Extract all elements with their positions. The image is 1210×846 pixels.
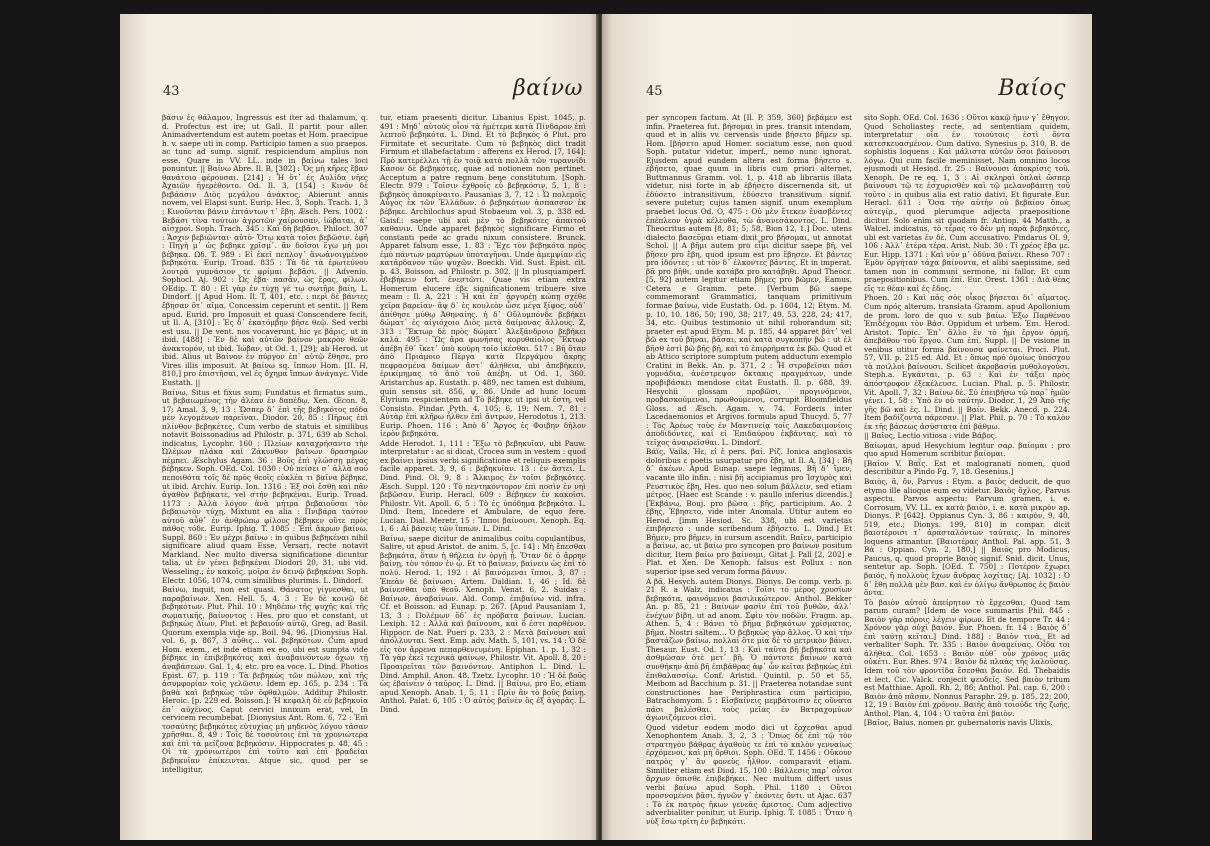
right-page: [602, 14, 1092, 840]
left-page: [120, 14, 598, 840]
left-column-1: [162, 114, 368, 814]
right-col1-para: Βάϊς, Vaila, Ἡε, εἰ ἐ pers. βαί. Ρίζ. Ionica anglosaxis doloribus ε poetis usurpatur pro ἔβη, ut Il. A, [34] : Βῆ δ᾽ ἀκέων. Apud Eunap. saepe legimus, Βῆ δ᾽ ἴμεν, vacante illo infin. : nisi βῆ accipiamus pro Ἰσχυρὸς καὶ Ρευστικὸς ἔβη, Hes. quo neo solum βάλλειν, sed etiam μέτρος. [Haec est Scande : v. paullo inferius dicendis.] [Ἐκβάνω, Bouj. pro βῶσα : βῆς, participium. Αο. 2 ἐβης, Ἐβησετο, vide inter Anomala. Utitur autem eo Herod. [imm Hesiod. Sc. 338, ubi est varietas ἐπιβήσετο : unde scribendum ἐβήσετο. L. Dind.] Et Βῆμεν, pro βῆμεν, in cursum ascendit. Βαῖεν, participio a βαίνω, ac, ut βαίω pro syncopen pro βαίνων positum dicitur, Item βαίω pro βαίνοιμι, Gitat J. Pall [2, 202] e Plat. et Xen. De Xenoph. falsus est Pollux : non superior ipse sed verum forma βάνυν.: [646, 447, 852, 576]
left-col1-para: Βαίνω, Situs et fixus sum; Fundatus et firmatus sum., ut βεβαιωμένος τὴν ἀλέαν ἐν δαπέδῳ, Xen. Œcon. 8, 17; Amal. 3, 9, 13 : Ὥσπερ δ᾽ ἐπὶ τῆς βεβηκότος πόδα μὲν λεγομένων παρεῖναι. Diodor. 20, 85 : Πῆρως ἐπὶ πλίνθον βεβηκέτες. Cum verbo de statuis et similibus notavit Boissonadius ad Philostr. p. 371, 639 ab Schol. indicatus, Lycophr. 160 : Πλείων καταχρήσαντο τὴν Ὠλέμων πλάκα καὶ Ζάκυνθον βαίνων δρασηρὼν πέμπει. Æschylus Agam. 36 : Βοῦς ἐπὶ γλώσσῃ μέγας βέβηκεν. Soph. ΟΕd. Col. 1030 : Οὐ πείσει σ᾽ ἀλλὰ σοῦ πεποιθότα τοῖς δέ πρὸς θεοῖς εὐκλέα τι βαῖνα βέβηκε, ut ibid. Archiv. Eurip. Ion. 1316 : Ἐξ σοὶ ἔσθη καὶ πᾶν ἀγαθὸν βεβήκατε, vel στήν βεβηκέναι. Eurip. Troad. 1173 : Ἀλλὰ λόγον ἀνὰ μήτρα βεβαιοῦσαι τὸν βεβαιωτὸν τύχῃ, Mixtunt ea alia : Πνιβάρα ταύτον αὐτοῦ αὖθ᾽ ἐν ἀνθρώπῳ φίλους βέβηκεν οὔτε πρὸς πάθος τόδε. Eurip. Iphig. T. 1085 : Ἐπὶ ἄκρων βαίνω. Suppl. 860 : Ἐν μέχρι βαίνω : in quibus βεβηκέναι nihil significare aliud quam Esse, Versari, recte notavit Markland. Nec multo diversa significatione dicuntur talia, ut ἐν γένει βεβηκέναι Diodori 20, 31, ubi vid. Wesseling.; ἐν κακοῖς, μοῖρα ἐν δεινῷ βεβηκέναι Soph. Electr. 1056, 1074, cum similibus plurimis. L. Dindorf.: [162, 387, 368, 585]
left-column-2: [380, 114, 586, 814]
right-col2-para: sito Soph. ΟΕd. Col. 1636 : Οὔτοι κακῷ ἡμιν γ᾽ ἔθηγον. Quod Scholiastes recte, ad sententiam quidem, interpretatur οἷα ἐν τοιούτοις ἐστὶ ὄντα κατεσκευασμένον. Cum dativo. Synesius p. 310, B. de sophistis loquens : Καὶ μάλιστα αὐτῶν ὅσοι βαίνουσι λόγῳ. Qui cum facile meminisset, Nam omnino locos ejusmodi ut Hesiod. fr. 25 : Βαίνουσι ἀποκρίσις τοῦ. Xenoph. De re eq. 1, 3 : Αἱ σκληραὶ ὁπλαὶ ὥσπερ βαίνουσι τῷ τε ἐσχυρισθέν καὶ τῷ μελανοβάπτῃ τοῦ τοῦτο : in quibus alia est ratio dativi. Et figurate Eur. Heracl. 611 : Ὅσα τὴν αὐτὴν οὐ βεβαίου ὅπως αὐτεγίρ., quod plerumque adjecta praepositione dicitur. Solo enim sit quodam fr. Antiop. 44 Matth., a Walcel. indicatus, τὸ τέρας τὸ δἐν μὴ παρὰ βεβηκότες, ubi est varietas ἐν δὲ. Cum accusativo. Pindarus Ol. 9, 106 : Ἀλλ᾽ ἐτέρα τέρα. Arist. Nub. 30 : Τί χρέος ἔβα με. Eur. Hipp. 1371 : Καὶ νῦν μ᾽ ὀδύνα βαίνει. Rheso 707 : Ἐμὸν ὀργήταν τάχα βαίνοντα, et alibi saepissime, sed tamen non in communi sermone, ni fallor. Et cum praepositionibus. Cum ἐπί. Eur. Orest. 1361 : Διὰ θέας εἴς τε θέαν καὶ ἐς ἔδος.: [864, 113, 1070, 293]
left-col1-para: βάσιν ἐς θάλαμον, Ingressus est iter ad thalamum, q. d. Profectus est ire; ut Gall. Il partit pour aller. Animadvertendum est autem poetas et Hom. praecipue h. v. saepe uti in comp. Participio tamen a suo praepos. ac tunc ad sump. signif. respiciendum amplius non esse. Quare in VV. LL. inde in βαίνω tales loci ponuntur. || Βαίνω Abre. Il. B, [302] : Ὄς μὴ κῆρες ἔβαν θανάτοιο φέρουσαι. [214] : Ἦ ὅτ᾽ ἐς Αυλίδα νῆες Ἀχαιῶν ἠγερέθοντο. Od. Il. 3, [154] : Κινόν δὲ βεβάασιν Διὸς μεγάλου ἀνάκτος, Abierunt annis novem, vel Elapsi sunt. Eurip. Hec. 3, Soph. Trach. 1, 3 ; Κινοῦνται βάνιν ἐπτάντων τ᾽ ἔβη. Æsch. Pers. 1002 : Βεβάσι τίνα τούτων ἀγροτῶν χαίρουσαν, ἰώβαται, ἀ᾽ αἰσχροί. Soph. Trach. 345 : Καὶ δὴ βεβᾶσι. Philoct. 307 : Ἄσχιν βεβιῶνται· αὐτὸ· Ὄτῳ κατὰ τοῖσι βεβῶσιν. ἐφῆ : Πηγὴ μ᾽ ὡς βεβηκε χρῖσμ᾽. ἂν δοῖσοι ἔγω μὴ μοι βέβηκα. Ωδ. T. 989 : Εἰ ἐκεῖ πεπλογ᾽ ἂνωἀνοιγμένον βεβηκότα. Eurip. Troad. 835 : Τὰ δὲ τὰ ἐρωτεύνου λουτρὰ γυμνάσιον τε φρίμαι βεβᾶσι. || Advenio. Sophocl. Aj. 902 : Ὦς ἐβα· πασᾶν, ὡς ἔρας, φίλων. ΟΕdip. T. 80 : Εἰ γὰρ ἐν τύχῃ γέ τῳ σωτῆρι βαίη, L. Dindorf. || Apud Hom. Il. T, 401, etc. : περὶ δὲ βάντες ἔβησαν ὅτ᾽ αἴμα, Concessim ceperunt et sentit. || Rem apud. Eurid. pro Imposuit et quasi Conscendere fecit, ut Il. A, [310] : Ἐς δ᾽ ἑκατόμβην βῆσε θεῷ. Sed verbi est usu. || De vent. nos vocaverunt, hic γε βάρις, ut in ibid. [488] : Ἐν δὲ καὶ αὐτῶν βαίνον μακρὸν θεῶν ἀνακτορόν, ut ibid. Ἰώβαν, ut Od. 1, [29]; ab Herod. ut ibid. Alius ut Βαίνον ἐν πύργον ἐπ᾽ αὐτῷ ἔθησε, pro Vires illis imposuit. At βαίνω sq. ἵππων Hom. [II. H, 810,] pro ἐπιστῆσαι, vel ἐς ὄχημα ἵππων ἀνάγαγε. Vide Eustath. ||: [162, 113, 368, 387]
right-col2-para: Phoen. 20 : Καὶ πᾶς σὸς οἶκος βήσεται δι᾽ αἵματος. Cum πρός alterum. translata Gramm. apud Apollonium de prom. loro de quo v. sub βαίω. Ἐξω Παρθένου Ἐπιδέχομαι τὸν Βάσ. Oppidum et urbem. Ἐπι. Herod. Aristot. Topic. Ἐπ᾽ ἄλλο ἕν τὸ ἡμι ἔργον ὁρμῆ, ἀπεβάθου τοῦ ἔργου. Cum ἐπί. Suppl. || De visione in venibus utitur forma βαίνουσα φαίνεται. Proci. Plut. 57, VII. p. 215 ed. Ald. Et : ὅπως πρὸ ὁμοίως ὑπόσχου τὰ ποιλλοὶ βαίνουσι. Scilicet ἀκροβασία μυθολογούσι. Steph.a. Εγκάνται, p. 63 : Καὶ ἐν τάξει πρὸς ἀπόστροφον ἐξεκέλευσε. Lucian. Phal. p. 5. Philostr. Vit. Apoll. 7, 32 : Βαίνω δὲ. Σύ ἐπειβήσω τῷ παρ᾽ ἡμῶν γένει. 1, 58 : Ὑπὸ ἐν οὐ ταύτην. Diodor. 1, 29 Ἀπὸ τῆς γῆς βῶ καὶ ἐς. L. Dind. || Βαίν. Bekk. Anecd. p. 224. Item βαδίζοντα πάρεσαν. || Plat. Phil. p. 70 : Τὸ καλὸν ἐκ τῆς βάσεως ἀσύστατα ἐπὶ βάθμω.: [864, 293, 1070, 431]
left-col1-para: Βαίνω, inquit, non est quasi. Θάνατος γίγνεσθαι, ut παραβαίνων. Xen. Hell. 5, 4, 3 : Ἐν δὲ κοινῷ δὲ βεβηκότων. Plut. Phil. 10 : Μηδέπω τῆς ψυχῆς καὶ τῆς σωματικῆς, βαίνοντος : Hes. pro quo et constant, ut βεβηκὼς Δίων, Plut. et βεβαιοῦν αὐτῷ, Greg. ad Basil. Quorum exempla vide sp. Boil. 94, 96. [Dionysius Hal. vol. 6, p. 867, 3 αὖθις... vol. βεβηκότων. Cum apud Hom. exem., et inde etiam ex eo, ubi est sumpta vide βέβηκε in ἐπιβεβηκότος καὶ ἀναβαινόντων ὄχων τῇ ἀναβάσεων. Gal. 1, 4; etc. pro ea voce. L. Dind. Photios Epist. 67, p. 119 : Τὰ βεβηκὼς τῶν πώλων, καὶ τῆς ἀσυμφορίαν τοῖς γελῶσιν. Idem ep. 165, p. 234 : Τὰ βαθὰ καὶ βεβηκὼς τῶν ὀφθαλμῶν. Additur Philostr. Heroic. [p. 229 ed. Boisson.]: Ἡ κεφαλὴ δὲ εὖ βεβηκυῖα ἐπ᾽ αὐχένος. Caput cervici innixum erat, vel, In cervicem recumbebat. [Dionysius Ant. Rom. 6, 72 : Ἐπὶ τοσαύτης βεβηκότες εὐτυχίας μὴ μηδενὸς λόγου τάσαν χρῆσθαι. 8, 49 : Τοῖς δὲ τοσούτοις ἐπὶ τὰ χρονιώτερα καὶ ἐπὶ τὰ μείζονα βεβηκόσιν. Hippocrates p. 48, 45 : Οἱ τὰ χρόνιωτέροι ἐπὶ τοῦτο καὶ ἐπὶ βραδείαι βεβηκυῖαν ἐπίκεινται. Atque sic, quod per se intelligitur,: [162, 585, 368, 774]
right-col1-para: Quod videtur eodem modo dici ut ἔρχεσθαι apud Xenophontem Anab. 3, 2, 3 : Ὅπως δὲ ἐπὶ τῷ τὸν στρατηγὸν βάθρας ἀγαθοὺς τε ἐπὶ τὸ καλὸν γενναίως ἐρχόμενοι, καὶ μὴ ὄρθιοι. Soph. ΟΕd. T. 1456 : Οὔκουν πατρὸς γ᾽ ἂν φονεὺς ἦλθον. comparavit etiam. Similiter etiam est Diod. 15, 100 : Βάλλεσις παρ᾽ οὖτοι ἄρχων ὄπισθε ἐπιβεβήκει. Nec multum differt usus verbi βαίνω apud Soph. Phil. 1180 : Οὔτοι προσνομένοι βᾶσι, ἠγνῶν γ᾽ ἐκόντες ὄντι. ut Ajac. 637 : Τὸ ἐκ πατρὸς ἥκων γενεᾶς ἄριστος. Cum adjectivo adverbialiter ponitur, ut Eurip. Iphig. T. 1085 : Ὅταν ἡ νὺξ ἔσω τρίτη ἐν βεβηκότι.: [646, 722, 852, 826]
right-col2-para: Βαιὸς, ἃ, ὄν, Parvus : Etym. a βαιὸς deducit, de quo etymo ille alioque eum eo videtur. Βαιὸς ὄχλος, Parvus aspectu. Parvos aspectu: Parvum gramen, i. e. Corrosum, VV. LL. ex κατὰ βαιὸν, i. e. κατὰ μικρὸν ap. Dionys. P. [642]. Oppianus Cyn. 3, 86 : καιρὸν, 9, 40, 519, etc.; Dionys. 199, 810] in compar. dicit βαιοτέροισι τ᾽ ἀρασταλόντων ταύταις. In minores loquens armantur. [Βαιοτέρας Anthol. Pal. app. 51, 3 Βὰ : Oppian. Cyn. 2, 180.] || Βαιὸς pro Modicus, Paucus, q. quod proprie Βαιὸς signif. Snid. dicit. Unus, sentetur ap. Soph. [ΟΕd. T. 750] : Ποτέρον ἔχωρει βαιός, ἢ πολλοὺς ἔχων ἄνδρας λοχίτας; [Aj. 1032] : Ὁ δ᾽ ἔθη πολλὰ μὲν βασ. καὶ ἐν ὀλίγῳ ἄνθρωπος ἐς βαιὸν ὄντα.: [864, 476, 1070, 598]
right-col2-para: Βαίωμαι, apud Hesychium legitur σαρ. βαίομαι : pro quo apud Homerum scribitur βαίομαι.: [864, 440, 1070, 459]
right-column-2: [864, 114, 1070, 814]
right-col2-para: [Βαίον V. Βαΐς. Est et malogranati nomen, quod describitur a Pindo Fg. 7, 18. Gesenius.]: [864, 458, 1070, 477]
left-col2-para: tur, etiam praesenti dicitur. Libanius Epist. 1045, p. 491 : Μηδ᾽ αὐτοὺς οἷον τὰ ἡμέτερα κατὰ Πίνδαρον ἐπὶ λεπτοῦ βεβηκότα. L. Dind. Et τὸ βεβηκὸς ὁ Plut. pro Firmitate et securitate. Cum τὸ βεβηκὸς dict tradit Firmum et illabefactatum : afferens ex Herod. [7, 164]: Πρὸ κατερέλλει τῇ ἐν τοιᾷ κατὰ πολλὰ τῶν τυραννίδι Κάσον δὲ βεβηκότες, quae ad notionem non pertinet. Acceptum a patre regnum bene constitutum. [Soph. Electr. 979 : Τοῖσιν ἐχθροῖς εὖ βεβηκόσιν, 5. 1, 8 : βεβηκὸς ἀποκρίναιτο. Pausanias 3, 7, 12 : Ὦ πολεμοῖς Αὖγος ἐκ τῶν Ἐλλάδων. ὁ βεβηκότων ἀσπασσον ἐκ βέβηκε. Archilochus apud Stobaeum vol. 3, p. 338 ed. Gaisf.: saepe ubi καὶ μὲν τὸ βεβηκότες ἀπαιτοῦ καθανιν. Unde apparet βεβηκὸς significare Firmo et constanti pede ac gradu nixum consistere. Brunck. Apparet falsum esse, 1. 83 : Ἔχε τὸν βεβηκότα πρὸς ἐμὸ πάντων μαρτύρων ὑποταγῆναι. Unde ἀμεμψίαν εἰς κατάρδανον τῶν ψυχῶν. Boeckh. Vid. Sust. Epist. cit. p. 43. Boisson. ad Philostr. p. 302. || In plusquamperf. ἐβεβήκειν fort. ἐνεστῶτι. Quae vis etiam extra Homerum elucere ἐβε significationem tribuere sive meam : Il. A, 221 : Ἡ καὶ ἐπ᾽ ἀργυρέῃ κώπῃ σχέθε χεῖρα βαρεῖαν· ἂψ δ᾽ ἐς κουλεὸν ὦσε μέγα ξίφος, οὐδ᾽ ἀπίθησε μύθῳ Ἀθηναίης. ἡ δ᾽ Οὔλυμπόνδε βεβήκει δώματ᾽ ἐς αἰγιόχοιο Διὸς μετὰ δαίμονας ἄλλους. Z, 313 : Ἕκτωρ δὲ πρὸς δώματ᾽ Ἀλεξάνδροιο βεβήκει καλά. 495 : Ὣς ἄρα φωνήσας κορυθαίολος Ἕκτωρ ἀπέβη ἔθ᾽ ἵκετ᾽ ὑπὸ κούρη τοῖο ἱκέσθαι. 517 : Βῆ ὅταν ἀπὸ Πριάμοιο Πέργα κατὰ Περγάμου ἄκρης πεφρασμένα δαίμων ἄστ᾽ ἀλήθεια, ubi ἀπεβήκειν, ἐρικίμημας τὸ ἀπὸ τοῦ ἀπέβη. ut Od. 1, 360. Aristarchus ap. Eustath. p. 489, nec tamen est dubium, quin sensus sit. 856, ψ, 86. Unde ad hunc locum Elyrium respicientem ad Τὸ βέβηκε ut ipsi ut ἔστη, vel Consisto. Pindar. Pyth. 4, 105; 6, 19; Nem. 7, 81 : Αὐτὰρ ἐπὶ κλῆρω ἦλθεν ἐπὶ ἄντρων, Herodotus 1, 213. Eurip. Phoen. 116 : Ἀπὸ δ᾽ Ἄργος ἐς Φοιβην δῆλον ἱερὸν βεβηκότα.: [380, 113, 586, 439]
left-col2-para: Adde Herodot. 1, 111 : Ἔξω τὸ βεβηκυῖαν, ubi Pauw. interpretatur : ac si dicat, Crocea sum in vestem : quod ex βαίνει ipsius verbi significatione et reliquis exemplis facile apparet. 3, 9, 6 : βεβηκυῖαν. 13 : ἐν ἄστει. L. Dind. Pind. Ol. 9, 8 : Ἄλκιμος ἐν τοῖσι βεβηκότες. Æsch. Suppl. 120 : Τὸ πεντηκόντορον ἐπὶ ποσὶν ἐν νηὶ βεβῶσαν. Eurip. Heracl. 609 : Βέβηκεν ἐν κακοῖσι. Philostr. Vit. Apoll. 6, 5 : Τὸ ἐς ὑπόδημα βεβηκότα. L. Dind. Item, Incedere et Ambulare, de equo fere. Lucian. Dial. Meretr. 15 : Ἵπποι βαίνουσι. Xenoph. Eq. 1, 6 : Αἱ βάσεις τῶν ἵππων. L. Dind.: [380, 438, 586, 534]
right-col2-para: Τὸ βαιὸν αὐτοῦ ἀπείρητον τὸ ἔρχεσθαι, Quod tam parum curam? [Idem de voce summariis Phil. 845 : Βαιὸν γὰρ πόροις λέγειν φίρων. Et de tempore Tr. 44 : Χρόνον γὰρ οὐχὶ βαιόν. Eur. Phoen. fr. 14 : Βαιὸς δ᾽ ἐπὶ ταύτῃ κεῖται.] Dind. 188] : Βαιὸν τινὰ, Et ad verbaliter Soph. Tr. 335 : Βαιὸν ἀναμείνας. Οἶδα τοι ἀλήθεα. Col. 1653 : Βαιὸν αὐθ᾽ οὖν χρόνος μιᾶς οὐκέτι. Eur. Rhes. 974 : Βαιὸν δὲ πλαὰς τῆς λαλούσας. Idem τοῦ τὸν φροντίδα ἔσεσθαι βαιὸν. Ed. Thebaidis et lect. Cic. Valck. conjecit ψευδεῖς. Sed βαιὸν tritum est Matthiae. Apoll. Rh. 2, 86; Anthol. Pal. cap. 6, 200 : Βαιὸν ἀπὸ πᾶσαν. Nonnus Paraphr. 29, p. 185, 22; 200, 12, 19 : Βαιὸν ἐπὶ χρόνον. Βαιῆς ἀπὸ τοιοῦδε τῆς ζωῆς, Anthol. Plan. 4, 104 : Ὁ ταῦτα ἐπὶ βαιὸν.: [864, 597, 1070, 718]
left-page-number: 43: [163, 84, 180, 99]
right-col2-para: [Βαῖος, Baius, nomen pr. gubernatoris navis Ulixis.: [864, 718, 1053, 728]
left-col2-para: Βαίνω, saepe dicitur de animalibus coitu copulantibus, Salire, ut apud Aristot. de anim. 5, [c. 14] : Μὴ ἔπεσθαι βεβηκότα, ὅταν ἡ θήλεια ἐν ὀργῇ ᾖ. Ὅταν δὲ ὁ ἄρρην βαίνῃ, τὸν τόπον ἐν ᾧ. Et τὸ βαίνειν, βαίνειν ὡς ἐπὶ τὸ πολύ. Herod. 1, 192 : Αἱ βαινόμεναι ἵπποι, 3, 87 : Ἐπεὰν δὲ βαίνωσι. Artem. Daldian. 1, 46 ; Id. δὲ βαίνεσθαι ὑπὸ θεοῦ. Xenoph. Venat. 6, 2. Suidas : Βαίνων, ἀναβαίνων. Ald. Comp. ἐπιβαίνω vid. infra. Cf. et Boisson. ad Eunap. p. 267. [Apud Pausaniam 1, 13, 3 : Πολέμων ὅδ᾽ ἐς πρόβατα βαίνων. Lucian. Lexiph. 12 : Ἀλλὰ καὶ βαίνουσι, καὶ ὅ ἐστι παρθένον. Hippocr. de Nat. Pueri p. 233, 2 : Μετὰ βαίνουσι καὶ ἀπόλλυνται. Sext. Emp. adv. Math. 5, 101, vs. 14 : Ὁ δὲ εἰς τὸν ἄρρενα πεπαρθενευμένη. Epiphan. 1. p. 1, 32 : Τὰ γὰρ ἐκεῖ τεχνικὰ φαίνων, Philostr. Vit. Apoll. 8, 20 : Προαιρεῖται τῶν βαινόντων. Antiphon L. Dind. L. Dind. Amphil. Anon. 48. Tzetz. Lycophr. 10 : Ἡ δὲ βοῦς ὡς ἐβαίνειν ὁ ταῦρος. L. Dind. || Βαίνω, pro Eo, etiam apud Xenoph. Anab. 1, 5, 11 : Πρίν ἂν τὸ βοῦς βαίνῃ. Anthol. Palat. 6, 105 : Ὁ αὐτὸς βαῖνεν ὃς ἐξ ἀγορᾶς. L. Dind.: [380, 533, 586, 714]
right-col1-para: A βᾶ, Hesych. autem Dionys. Dionys. De comp. verb. p. 21 R. a Walz. indicatus : Τοῖσι τό μέρος χρυσίων βεβηκότα, φαινόμενοι βασιλικώτερον. Anthol. Bekker An. p. 85, 21 : Βαίνων φασὶν ἐπὶ τοῦ βυθῶν, ἀλλ᾽ ἐνέχων βίβη. ut ad anom. Σφὶν τὸν ποδῶν. Fragm. ap. Athen. 5, 4 : Βάνει τὸ βῆμα βεβηκότων χρίσματος, βῆμα. Nostri saltem... Ὁ βεβηκὼς γὰρ ἄλλος. Ὁ καὶ τὴν βαστάζων βαίνω. πολλαὶ ὅτε μία δὲ τὸ μετρικὸν βάνει. Thesaur. Eust. Od. 1, 13 : Καὶ ταῦτα βῆ βεβηκότα καὶ ἀσθμῶσαν ὀτὲ μετ᾽ βῆ. Ὁ πάντοτε βαίνων κατὰ συνθήκην ἀπὸ βῆ ἐπιβάθρας ἀφ᾽ ὧν κεῖται βεβηκὼς ἐπὶ ἐπιθαλασσίῳ. Conf. Aristid. Quintil. p. 50 et 55, Meibom ad Bacchium p. 31. || Praeterea notandae sunt constructiones hae Periphrastica cum participio, Batrachomyom. 5 : Εἰσβαίνεις μεμβάτοισιν ἐς οὔνατα πάσι βαλέσθαι. τοὺς μεῖας ἐν Βατραχομύων ἀγωνιζόμενοι εἰσὶ.: [646, 576, 852, 723]
right-col2-para: || Βαῖος, Lectio vitiosa : vide Βάβος.: [864, 431, 998, 441]
left-page-headword: βαίνω: [512, 76, 583, 101]
left-page-columns: [162, 114, 586, 814]
right-page-number: 45: [646, 84, 663, 99]
right-page-header: [646, 76, 1066, 106]
right-page-columns: [646, 113, 1070, 826]
right-col1-para: per syncopen factum. At [Il. P, 359, 360] βεβάμεν est infin. Praeterea fut. βήσομαι in pres. transit intendam, quod et in aliis vv. cervensis unde βήσετο βῆμεν sp. Hom. [βήσετο apud Homer. sociatum esse, non quod Soph. putatur videtur, imperf., nemo nunc ignorat. Ejusdem apud eundem altera est forma βήσετο s. ἐβήσετο, quae quum in libris cum priori alternet, Buttmannus Gramm. vol. 1, p. 418 ab librariis illata videtur, nisi forte in ab ἐβήσετο discernenda sit, ut ἐδύσετο intransitivum, ἐδύσετο transitivum signif. severe putetur; cujus tamen signif. unum exemplum praebet locus Od. O, 475 : Οὐ μὲν ἔτεκεν ἐνασβέντες ἐπέπλεον ὑγρὰ κέλευθα, τὼ ἀνανεσάκοντος. L. Dind. Theocritus autem [8, 81; 5, 58, Bion 12, 1.] Doc. utens dialecto βασεῦμαι etiam dixit pro βήσομαι, ut annotat Schol. || A βῆμι autem pro εἶμι dicitur saepe βῆ, vel βῆσεν pro ἔβη, quod ipsum est pro ἔβησεν. Et βάντες pro ἰδόντες : ut τὸν δ᾽ ἐλκοντες βάντες. Et in imperat. βᾶ pro βῆθι, unde κατάβα pro κατάβηθι. Apud Theocr. [5, 92] autem legitur etiam βῆμες pro βῶμεν, Eamus. Cetera e Gramm. pete. [Verbum βῶ saepe commemorant Grammatici, tanquam primitivum formae βαίνω, vide Eustath. Od. p. 1604, 12; Etym. M. p. 10, 10. 186, 50; 190, 38; 217, 49. 53. 228, 24; 417, 34, etc. Quibus testimonio ut nihil roborandum sit; praeter est apud Etym. M. p. 185, 44 apparet βᾶτ᾽ vel βῶ ex τοῦ βῆναι, βᾶσαι, καὶ κατὰ συγκοπὴν βῶ : ut ἐλ βῆσθ ἐστὶ βῶ βῆς βῇ, καὶ τὸ ἐπιρρήματα ἐκ βῶ. Quod et ab Attico scriptore sumptum putem adductum exemplo Cratini in Bekk. An. p. 371, 2 : Ἦ στροβεϊσαι πᾶσι γυμνάδια, ἀνέστρεψον ὄκτακις πραγμάτων, unde προβιβάσκει mendose citat Eustath. Il. p. 688, 39. Hesychii glossam προβῶσι, προγινόμενοι, προβασκούμεναι, πρωθούμενοι, corrupit Bloomfieldus Gloss. ad Æsch. Agam. v. 74. Forderis inter Lacedaemonios et Argivos formula apud Thucyd. 5, 77 : Τὸς Ἀρέως τοὺς ἐν Μαντινείᾳ τοῖς Λακεδαιμονίοις ἀποδιδόντες, καὶ εἰ Ἐπιδαύρου ἐκβάντας. καὶ τὸ τεῖχος ἀναιρεῖσθαι. L. Dindorf.: [646, 113, 852, 447]
right-page-headword: Βαίος: [998, 76, 1066, 101]
right-column-1: [646, 113, 852, 826]
left-page-header: [163, 76, 583, 106]
